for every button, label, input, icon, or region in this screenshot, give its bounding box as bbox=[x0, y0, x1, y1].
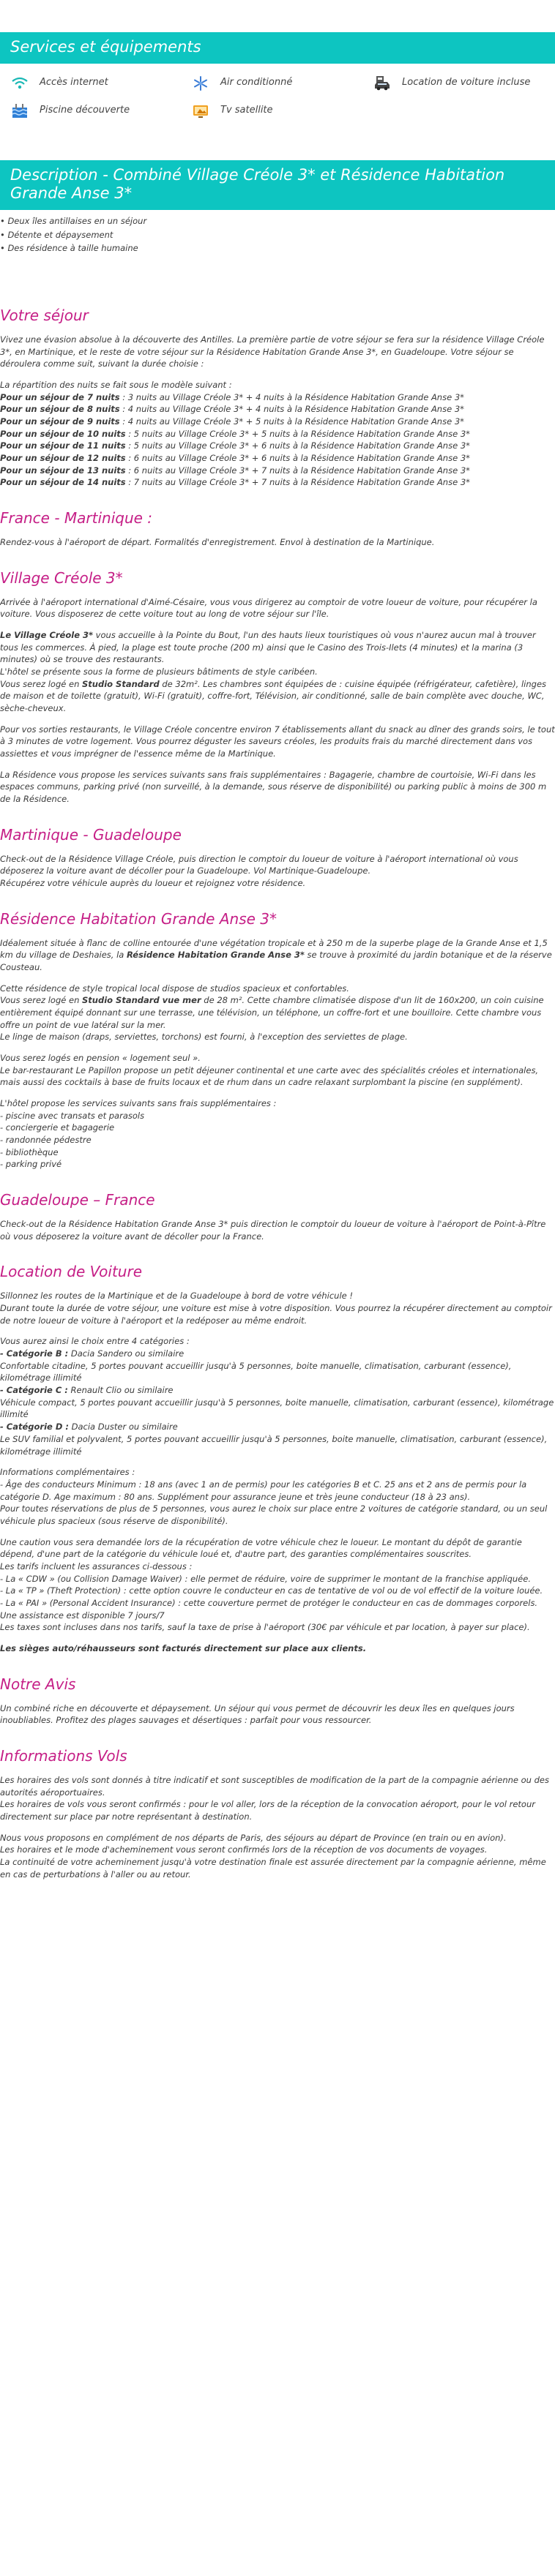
text-line: Vous aurez ainsi le choix entre 4 catégories : bbox=[0, 1336, 190, 1347]
description-banner: Description - Combiné Village Créole 3* et Résidence Habitation Grande Anse 3* bbox=[0, 160, 555, 210]
text-line: Le linge de maison (draps, serviettes, torchons) est fourni, à l'exception des serviettes de plage. bbox=[0, 1032, 408, 1043]
habitation-location: Idéalement située à flanc de colline entourée d'une végétation tropicale et à 250 m de la superbe plage de la Grande Anse et 1,5 km du village de Deshaies, la Résidence Habitation Grande Anse 3* se trouve à proximité du jardin botanique et de la réserve Cousteau. bbox=[0, 937, 552, 973]
category-desc: Confortable citadine, 5 portes pouvant accueillir jusqu'à 5 personnes, boite manuelle, climatisation, carburant (essence), kilométrage illimité bbox=[0, 1360, 512, 1383]
text-line: La continuité de votre acheminement jusqu'à votre destination finale est assurée directement par la compagnie aérienne, même en cas de perturbations à l'aller ou au retour. bbox=[0, 1856, 546, 1880]
village-arrival: Arrivée à l'aéroport international d'Aimé-Césaire, vous vous dirigerez au comptoir de votre loueur de voiture, pour récupérer la voiture. Vous disposerez de cette voiture tout au long de votre séjour sur l'île. bbox=[0, 596, 537, 620]
amenity-internet bbox=[10, 75, 191, 91]
text-line: Nous vous proposons en complément de nos départs de Paris, des séjours au départ de Province (en train ou en avion). bbox=[0, 1832, 507, 1843]
duration-line: Pour un séjour de 11 nuits : 5 nuits au Village Créole 3* + 6 nuits à la Résidence Habitation Grande Anse 3* bbox=[0, 440, 470, 451]
page bbox=[0, 32, 555, 1895]
village-style: L'hôtel se présente sous la forme de plusieurs bâtiments de style caribéen. bbox=[0, 666, 318, 677]
section-title-france-martinique: France - Martinique : bbox=[0, 508, 153, 527]
habitation-pension bbox=[0, 1052, 555, 1089]
france-martinique-text: Rendez-vous à l'aéroport de départ. Formalités d'enregistrement. Envol à destination de la Martinique. bbox=[0, 536, 435, 547]
notre-avis-text: Un combiné riche en découverte et dépaysement. Un séjour qui vous permet de découvrir les deux îles en quelques jours inoubliables. Profitez des plages sauvages et désertiques : parfait pour vous ressourcer. bbox=[0, 1702, 515, 1726]
amenity-label: Location de voiture incluse bbox=[402, 77, 531, 89]
content bbox=[0, 305, 555, 1880]
amenity-tv bbox=[191, 103, 373, 119]
martinique-guadeloupe-text bbox=[0, 853, 555, 890]
services-banner: Services et équipements bbox=[0, 32, 555, 64]
amenities-row-2 bbox=[10, 103, 545, 119]
section-title-infos-vols: Informations Vols bbox=[0, 1746, 127, 1765]
description-bullets bbox=[0, 210, 555, 255]
list-item: - randonnée pédestre bbox=[0, 1135, 92, 1146]
text-line: Une caution vous sera demandée lors de la récupération de votre véhicule chez le loueur. Le montant du dépôt de garantie dépend, d'une part de la catégorie du véhicule loué et, d'autre part, des garanties complémentaires souscrites. bbox=[0, 1536, 522, 1560]
category-desc: Véhicule compact, 5 portes pouvant accueillir jusqu'à 5 personnes, boite manuelle, climatisation, carburant (essence), kilométrage illimité bbox=[0, 1397, 554, 1420]
text-line: Les tarifs incluent les assurances ci-dessous : bbox=[0, 1561, 193, 1571]
amenities-row-1 bbox=[10, 75, 545, 91]
list-item: - bibliothèque bbox=[0, 1146, 59, 1157]
list-item: - conciergerie et bagagerie bbox=[0, 1122, 115, 1133]
text-line: Les horaires des vols sont donnés à titre indicatif et sont susceptibles de modification de la part de la compagnie aérienne ou des autorités aéroportuaires. bbox=[0, 1774, 549, 1798]
duration-line: Pour un séjour de 12 nuits : 6 nuits au Village Créole 3* + 6 nuits à la Résidence Habitation Grande Anse 3* bbox=[0, 452, 470, 463]
category-line: - Catégorie D : Dacia Duster ou similaire bbox=[0, 1422, 178, 1432]
text-line: - Âge des conducteurs Minimum : 18 ans (avec 1 an de permis) pour les catégories B et C. 25 ans et 2 ans de permis pour la catégorie D. Age maximum : 80 ans. Supplément pour assurance jeune et très jeune conducteur (18 à 23 ans). bbox=[0, 1479, 527, 1502]
section-title-martinique-guadeloupe: Martinique - Guadeloupe bbox=[0, 825, 182, 844]
list-item: - piscine avec transats et parasols bbox=[0, 1110, 145, 1121]
duration-line: Pour un séjour de 7 nuits : 3 nuits au Village Créole 3* + 4 nuits à la Résidence Habitation Grande Anse 3* bbox=[0, 391, 464, 402]
list-item: - parking privé bbox=[0, 1159, 62, 1170]
section-title-village-creole: Village Créole 3* bbox=[0, 568, 123, 587]
location-insurance bbox=[0, 1536, 555, 1634]
tv-icon bbox=[191, 103, 210, 119]
car-rental-icon bbox=[373, 75, 392, 91]
amenity-label: Air conditionné bbox=[220, 77, 293, 89]
amenity-label: Piscine découverte bbox=[40, 105, 130, 116]
text-line: Cette résidence de style tropical local dispose de studios spacieux et confortables. bbox=[0, 983, 349, 994]
section-title-notre-avis: Notre Avis bbox=[0, 1675, 76, 1693]
duration-line: Pour un séjour de 9 nuits : 4 nuits au Village Créole 3* + 5 nuits à la Résidence Habitation Grande Anse 3* bbox=[0, 416, 464, 427]
text-line: - La « TP » (Theft Protection) : cette option couvre le conducteur en cas de tentative de vol ou de vol effectif de la voiture louée. bbox=[0, 1585, 543, 1596]
text-line: Récupérez votre véhicule auprès du loueur et rejoignez votre résidence. bbox=[0, 878, 306, 888]
location-intro bbox=[0, 1290, 555, 1326]
section-title-habitation: Résidence Habitation Grande Anse 3* bbox=[0, 909, 277, 928]
duration-line: Pour un séjour de 8 nuits : 4 nuits au Village Créole 3* + 4 nuits à la Résidence Habitation Grande Anse 3* bbox=[0, 404, 464, 415]
text-line: Les taxes sont incluses dans nos tarifs, sauf la taxe de prise à l'aéroport (30€ par véhicule et par location, à payer sur place). bbox=[0, 1622, 530, 1633]
category-line: - Catégorie B : Dacia Sandero ou similaire bbox=[0, 1348, 185, 1359]
text-line: Informations complémentaires : bbox=[0, 1467, 135, 1478]
duration-line: Pour un séjour de 13 nuits : 6 nuits au Village Créole 3* + 7 nuits à la Résidence Habitation Grande Anse 3* bbox=[0, 465, 470, 476]
village-location: Le Village Créole 3* vous accueille à la Pointe du Bout, l'un des hauts lieux touristiques où vous n'aurez aucun mal à trouver tous les commerces. À pied, la plage est toute proche (200 m) ainsi que le Casino des Trois-Ilets (4 minutes) et la marina (3 minutes) où se trouve des restaurants. bbox=[0, 629, 536, 665]
category-desc: Le SUV familial et polyvalent, 5 portes pouvant accueillir jusqu'à 5 personnes, boite manuelle, climatisation, carburant (essence), kilométrage illimité bbox=[0, 1433, 548, 1457]
location-info bbox=[0, 1466, 555, 1527]
amenity-label: Accès internet bbox=[40, 77, 108, 89]
text-line: Sillonnez les routes de la Martinique et de la Guadeloupe à bord de votre véhicule ! bbox=[0, 1291, 354, 1302]
list-item: • Détente et dépaysement bbox=[0, 229, 113, 240]
section-title-location: Location de Voiture bbox=[0, 1263, 143, 1281]
sejour-intro: Vivez une évasion absolue à la découverte des Antilles. La première partie de votre séjour se fera sur la résidence Village Créole 3*, en Martinique, et le reste de votre séjour sur la Résidence Habitation Grande Anse 3*, en Guadeloupe. Votre séjour se déroulera comme suit, suivant la durée choisie : bbox=[0, 334, 545, 369]
snowflake-icon bbox=[191, 75, 210, 91]
text-line: Les horaires de vols vous seront confirmés : pour le vol aller, lors de la réception de la convocation aéroport, pour le vol retour directement sur place par notre représentant à destination. bbox=[0, 1799, 535, 1822]
village-restaurants: Pour vos sorties restaurants, le Village Créole concentre environ 7 établissements allant du snack au dîner des grands soirs, le tout à 3 minutes de votre logement. Vous pourrez déguster les saveurs créoles, les produits frais du marché directement dans vos assiettes et vous imprégner de l'essence même de la Martinique. bbox=[0, 724, 555, 759]
section-title-votre-sejour: Votre séjour bbox=[0, 306, 89, 324]
repartition-text: La répartition des nuits se fait sous le modèle suivant : bbox=[0, 379, 232, 390]
habitation-room bbox=[0, 983, 555, 1043]
list-item: • Deux îles antillaises en un séjour bbox=[0, 215, 147, 226]
infos-vols-2 bbox=[0, 1832, 555, 1881]
habitation-services bbox=[0, 1097, 555, 1171]
wifi-icon bbox=[10, 75, 29, 91]
text-line: Pour toutes réservations de plus de 5 personnes, vous aurez le choix sur place entre 2 voitures de catégorie standard, ou un seul véhicule plus spacieux (sous réserve de disponibilité). bbox=[0, 1503, 548, 1526]
text-line: Check-out de la Résidence Village Créole, puis direction le comptoir du loueur de voiture à l'aéroport international où vous déposerez la voiture avant de décoller pour la Guadeloupe. Vol Martinique-Guadeloupe. bbox=[0, 853, 518, 876]
amenity-label: Tv satellite bbox=[220, 105, 273, 116]
text-line: Le bar-restaurant Le Papillon propose un petit déjeuner continental et une carte avec des spécialités créoles et internationales, mais aussi des cocktails à base de fruits locaux et de rhum dans un cadre relaxant surplombant la piscine (en supplément). bbox=[0, 1064, 539, 1088]
guadeloupe-france-text: Check-out de la Résidence Habitation Grande Anse 3* puis direction le comptoir du loueur de voiture à l'aéroport de Point-à-Pître où vous déposerez la voiture avant de décoller pour la France. bbox=[0, 1219, 546, 1242]
text-line: Vous serez logé en Studio Standard vue mer de 28 m². Cette chambre climatisée dispose d'un lit de 160x200, un coin cuisine entièrement équipé donnant sur une terrasse, une télévision, un téléphone, un coffre-fort et une bouilloire. Cette chambre vous offre un point de vue latéral sur la mer. bbox=[0, 995, 544, 1030]
text-line: - La « PAI » (Personal Accident Insurance) : cette couverture permet de protéger le conducteur en cas de dommages corporels. bbox=[0, 1597, 538, 1608]
village-description bbox=[0, 629, 555, 715]
village-services: La Résidence vous propose les services suivants sans frais supplémentaires : Bagagerie, chambre de courtoisie, Wi-Fi dans les espaces communs, parking privé (non surveillé, à la demande, sous réserve de disponibilité) ou parking public à moins de 300 m de la Résidence. bbox=[0, 769, 547, 804]
village-room: Vous serez logé en Studio Standard de 32m². Les chambres sont équipées de : cuisine équipée (réfrigérateur, cafetière), linges de maison et de toilette (gratuit), Wi-Fi (gratuit), coffre-fort, Télévision, air conditionné, salle de bain complète avec douche, WC, sèche-cheveux. bbox=[0, 678, 547, 713]
text-line: L'hôtel propose les services suivants sans frais supplémentaires : bbox=[0, 1098, 277, 1109]
amenity-pool bbox=[10, 103, 191, 119]
text-line: - La « CDW » (ou Collision Damage Waiver) : elle permet de réduire, voire de supprimer le montant de la franchise appliquée. bbox=[0, 1573, 531, 1584]
duration-line: Pour un séjour de 10 nuits : 5 nuits au Village Créole 3* + 5 nuits à la Résidence Habitation Grande Anse 3* bbox=[0, 428, 470, 439]
text-line: Une assistance est disponible 7 jours/7 bbox=[0, 1610, 165, 1621]
duration-line: Pour un séjour de 14 nuits : 7 nuits au Village Créole 3* + 7 nuits à la Résidence Habitation Grande Anse 3* bbox=[0, 477, 470, 488]
text-line: Vous serez logés en pension « logement seul ». bbox=[0, 1053, 201, 1064]
sejour-durations bbox=[0, 379, 555, 489]
list-item: • Des résidence à taille humaine bbox=[0, 243, 138, 254]
location-categories bbox=[0, 1335, 555, 1457]
text-line: Durant toute la durée de votre séjour, une voiture est mise à votre disposition. Vous pourrez la récupérer directement au comptoir de notre loueur de voiture à l'aéroport et la redéposer au même endroit. bbox=[0, 1303, 552, 1326]
amenity-air-conditioning bbox=[191, 75, 373, 91]
location-seats: Les sièges auto/réhausseurs sont facturés directement sur place aux clients. bbox=[0, 1642, 367, 1653]
infos-vols-1 bbox=[0, 1774, 555, 1823]
text-line: Les horaires et le mode d'acheminement vous seront confirmés lors de la réception de vos documents de voyages. bbox=[0, 1844, 488, 1855]
section-title-guadeloupe-france: Guadeloupe – France bbox=[0, 1191, 155, 1209]
amenities bbox=[0, 64, 555, 140]
category-line: - Catégorie C : Renault Clio ou similaire bbox=[0, 1385, 174, 1396]
amenity-car-rental bbox=[373, 75, 530, 91]
pool-icon bbox=[10, 103, 29, 119]
